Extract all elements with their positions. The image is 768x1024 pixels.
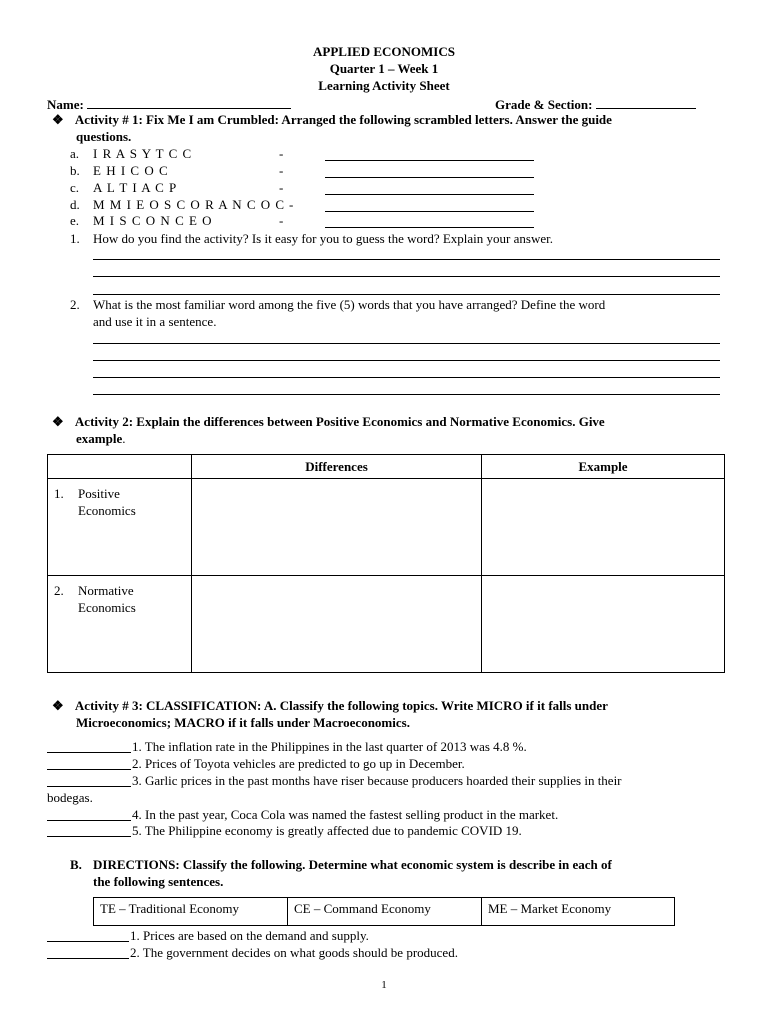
scrambled-letters: E H I C O C (93, 163, 169, 178)
answer-line[interactable] (93, 276, 720, 277)
scramble-dash: - (279, 180, 284, 195)
diamond-bullet-icon: ❖ (52, 698, 64, 713)
classification-blank[interactable] (47, 739, 131, 753)
scramble-answer-line[interactable] (325, 194, 534, 195)
table-row (48, 576, 725, 673)
classification-item: 3. Garlic prices in the past months have riser because producers hoarded their supplies in their (132, 773, 622, 788)
question2-text: What is the most familiar word among the five (5) words that you have arranged? Define the word (93, 297, 606, 312)
part-b-directions: DIRECTIONS: Classify the following. Determine what economic system is describe in each of (93, 857, 612, 872)
sheet-title: Learning Activity Sheet (318, 78, 450, 93)
table-row (48, 479, 725, 576)
grade-section-field[interactable] (495, 95, 696, 113)
part-b-directions-cont: the following sentences. (93, 874, 224, 889)
question2-text-cont: and use it in a sentence. (93, 314, 217, 329)
part-b-label: B. (70, 857, 82, 872)
answer-line[interactable] (93, 377, 720, 378)
classification-blank[interactable] (47, 773, 131, 787)
diamond-bullet-icon: ❖ (52, 414, 64, 429)
normative-example-cell[interactable] (482, 576, 725, 673)
classification-item: 5. The Philippine economy is greatly affected due to pandemic COVID 19. (132, 823, 522, 838)
classification-blank[interactable] (47, 756, 131, 770)
question1-text: How do you find the activity? Is it easy for you to guess the word? Explain your answer. (93, 231, 553, 246)
answer-line[interactable] (93, 259, 720, 260)
scramble-dash: - (279, 213, 284, 228)
answer-line[interactable] (93, 360, 720, 361)
table-corner-cell (48, 455, 192, 479)
example-header: Example (482, 455, 725, 479)
activity3-title: ❖ Activity # 3: CLASSIFICATION: A. Classify the following topics. Write MICRO if it falls under (52, 698, 608, 713)
classification-item: 1. The inflation rate in the Philippines in the last quarter of 2013 was 4.8 %. (132, 739, 527, 754)
activity1-title: ❖ Activity # 1: Fix Me I am Crumbled: Arranged the following scrambled letters. Answer the guide (52, 112, 612, 127)
scramble-marker: a. (70, 146, 80, 161)
classification-blank[interactable] (47, 823, 131, 837)
scrambled-letters: I R A S Y T C C (93, 146, 193, 161)
scramble-dash: - (289, 197, 294, 212)
table-header-row (48, 455, 725, 479)
classification-item: 2. Prices of Toyota vehicles are predicted to go up in December. (132, 756, 465, 771)
activity3-title-cont: Microeconomics; MACRO if it falls under Macroeconomics. (76, 715, 410, 730)
item3-continuation: bodegas. (47, 790, 93, 805)
legend-market: ME – Market Economy (482, 898, 675, 926)
quarter-label: Quarter 1 – Week 1 (329, 61, 439, 76)
system-item: 1. Prices are based on the demand and supply. (130, 928, 369, 943)
legend-command: CE – Command Economy (288, 898, 482, 926)
differences-header: Differences (192, 455, 482, 479)
scramble-dash: - (279, 163, 284, 178)
legend-traditional: TE – Traditional Economy (94, 898, 288, 926)
classification-blank[interactable] (47, 807, 131, 821)
grade-section-blank[interactable] (596, 95, 696, 109)
name-field[interactable] (47, 95, 291, 113)
classification-item: 4. In the past year, Coca Cola was named the fastest selling product in the market. (132, 807, 559, 822)
scramble-marker: d. (70, 197, 80, 212)
positive-differences-cell[interactable] (192, 479, 482, 576)
positive-economics-label: 1. Positive Economics (48, 479, 192, 576)
scrambled-letters: A L T I A C P (93, 180, 178, 195)
system-item: 2. The government decides on what goods should be produced. (130, 945, 458, 960)
normative-differences-cell[interactable] (192, 576, 482, 673)
answer-line[interactable] (93, 294, 720, 295)
name-label: Name: (47, 97, 84, 112)
scramble-answer-line[interactable] (325, 211, 534, 212)
normative-economics-label: 2. Normative Economics (48, 576, 192, 673)
scramble-dash: - (279, 146, 284, 161)
scrambled-letters: M I S C O N C E O (93, 213, 213, 228)
name-blank[interactable] (87, 95, 291, 109)
system-blank[interactable] (47, 928, 129, 942)
scramble-answer-line[interactable] (325, 160, 534, 161)
activity2-title-cont: example. (76, 431, 126, 446)
system-blank[interactable] (47, 945, 129, 959)
grade-section-label: Grade & Section: (495, 97, 593, 112)
scramble-answer-line[interactable] (325, 227, 534, 228)
answer-line[interactable] (93, 394, 720, 395)
positive-normative-table (47, 454, 725, 673)
question1-number: 1. (70, 231, 80, 246)
document-title: APPLIED ECONOMICS (313, 44, 455, 59)
page-number: 1 (381, 979, 387, 991)
question2-number: 2. (70, 297, 80, 312)
scrambled-letters: M M I E O S C O R A N C O C (93, 197, 286, 212)
diamond-bullet-icon: ❖ (52, 112, 64, 127)
scramble-marker: b. (70, 163, 80, 178)
activity2-title: ❖ Activity 2: Explain the differences between Positive Economics and Normative Economics. Give (52, 414, 605, 429)
scramble-marker: e. (70, 213, 80, 228)
positive-example-cell[interactable] (482, 479, 725, 576)
answer-line[interactable] (93, 343, 720, 344)
scramble-marker: c. (70, 180, 80, 195)
economic-system-legend (93, 897, 675, 926)
legend-row (94, 898, 675, 926)
activity1-title-cont: questions. (76, 129, 132, 144)
scramble-answer-line[interactable] (325, 177, 534, 178)
